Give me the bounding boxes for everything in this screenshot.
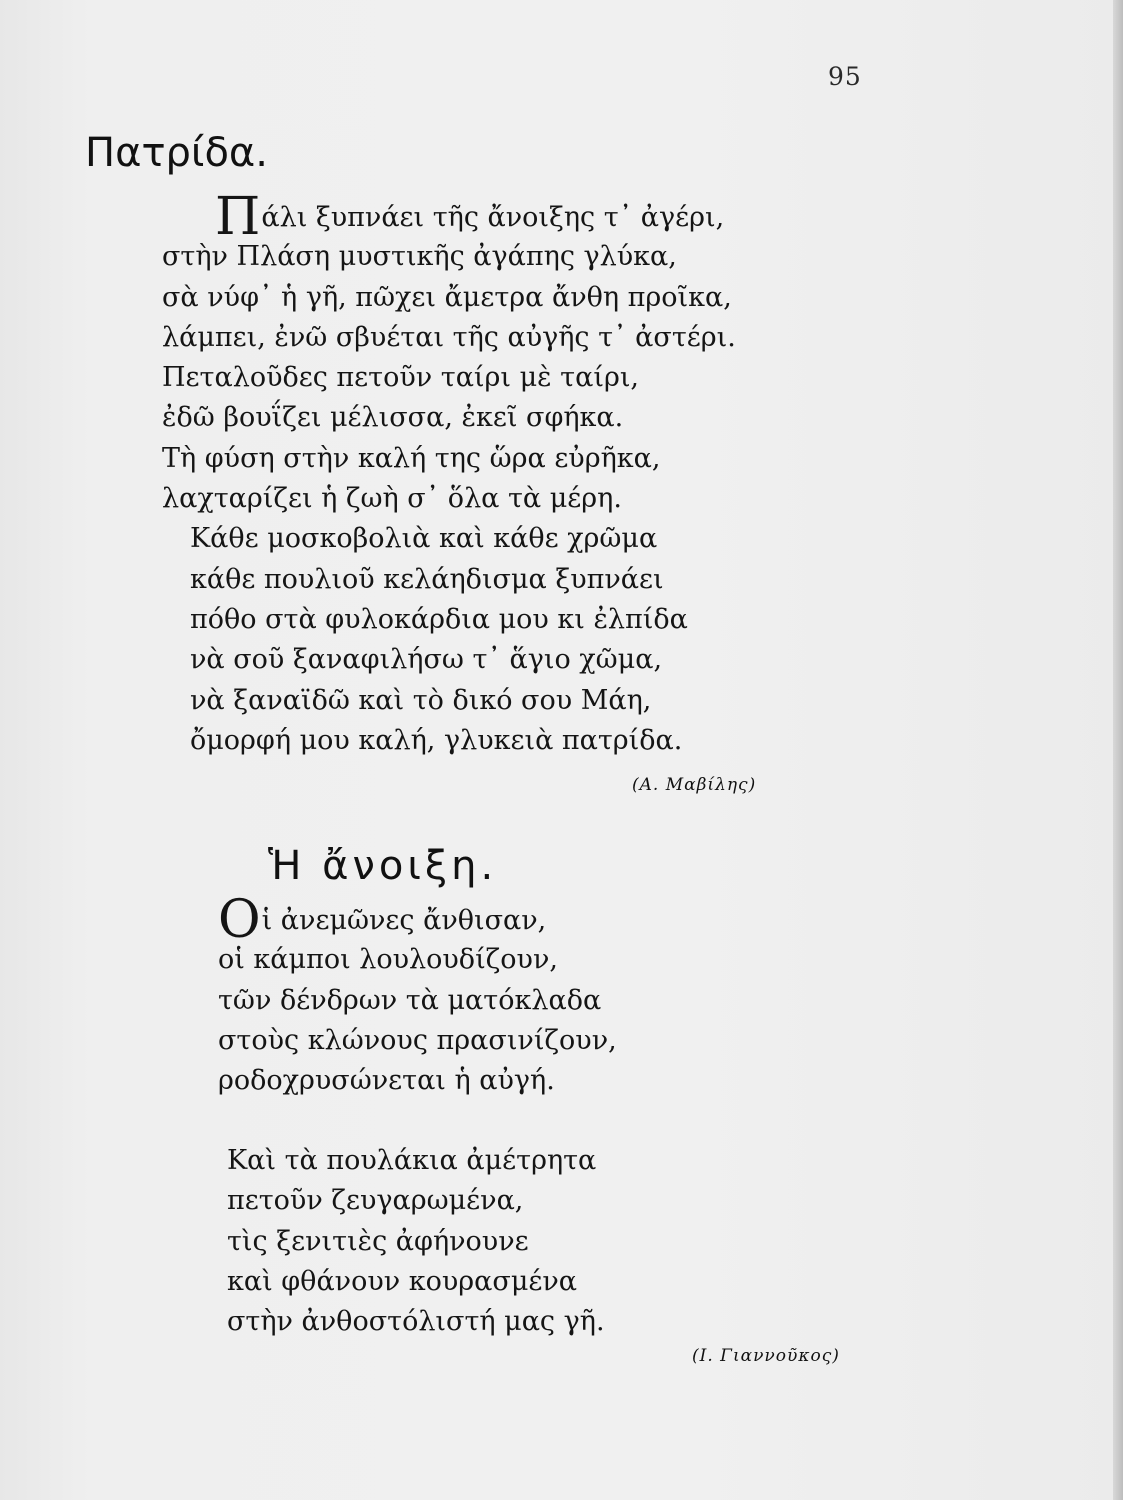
poem-patrida <box>162 187 736 761</box>
poem-line: ὄμορφή μου καλή, γλυκειὰ πατρίδα. <box>190 724 683 756</box>
poem-line: στὴν Πλάση μυστικῆς ἀγάπης γλύκα, <box>162 241 677 273</box>
poem-anoixi-stanza-1 <box>218 890 617 1101</box>
poem-line: νὰ σοῦ ξαναφιλήσω τ᾽ ἅγιο χῶμα, <box>190 644 663 676</box>
author-mavilis: (Α. Μαβίλης) <box>632 775 757 795</box>
poem-line: σὰ νύφ᾽ ἡ γῆ, πῶχει ἄμετρα ἄνθη προῖκα, <box>162 281 732 313</box>
poem-line: πετοῦν ζευγαρωμένα, <box>227 1185 524 1217</box>
poem-line: στοὺς κλώνους πρασινίζουν, <box>218 1024 617 1056</box>
page-edge <box>1113 0 1123 1500</box>
poem-title-anoixi: Ἡ ἄνοιξη. <box>268 843 498 889</box>
drop-cap: Ο <box>218 890 261 950</box>
poem-line: Πεταλοῦδες πετοῦν ταίρι μὲ ταίρι, <box>162 362 639 394</box>
poem-line: Πάλι ξυπνάει τῆς ἄνοιξης τ᾽ ἀγέρι, <box>215 187 725 247</box>
poem-line: ἐδῶ βουΐζει μέλισσα, ἐκεῖ σφήκα. <box>162 402 624 434</box>
poem-line: καὶ φθάνουν κουρασμένα <box>227 1265 578 1297</box>
author-giannoukos: (Ι. Γιαννοῦκος) <box>692 1346 840 1366</box>
poem-line: λάμπει, ἐνῶ σβυέται τῆς αὐγῆς τ᾽ ἀστέρι. <box>162 321 736 353</box>
poem-line: Κάθε μοσκοβολιὰ καὶ κάθε χρῶμα <box>190 523 658 555</box>
poem-title-patrida: Πατρίδα. <box>85 130 269 176</box>
poem-line: ροδοχρυσώνεται ἡ αὐγή. <box>218 1065 555 1097</box>
poem-line: κάθε πουλιοῦ κελάηδισμα ξυπνάει <box>190 563 664 595</box>
poem-line: στὴν ἀνθοστόλιστή μας γῆ. <box>227 1306 605 1338</box>
page-number: 95 <box>828 62 862 91</box>
poem-line: Οἱ ἀνεμῶνες ἄνθισαν, <box>218 890 547 950</box>
poem-line: τὶς ξενιτιὲς ἀφήνουνε <box>227 1225 529 1257</box>
poem-line: Καὶ τὰ πουλάκια ἀμέτρητα <box>227 1145 597 1176</box>
poem-anoixi-stanza-2 <box>227 1141 605 1342</box>
poem-line: νὰ ξαναϊδῶ καὶ τὸ δικό σου Μάη, <box>190 684 652 716</box>
poem-line: τῶν δένδρων τὰ ματόκλαδα <box>218 984 602 1016</box>
drop-cap: Π <box>215 187 261 247</box>
poem-line: οἱ κάμποι λουλουδίζουν, <box>218 944 558 976</box>
poem-line: λαχταρίζει ἡ ζωὴ σ᾽ ὅλα τὰ μέρη. <box>162 483 622 515</box>
poem-line: πόθο στὰ φυλοκάρδια μου κι ἐλπίδα <box>190 603 688 635</box>
poem-line: Τὴ φύση στὴν καλή της ὥρα εὐρῆκα, <box>162 442 661 474</box>
